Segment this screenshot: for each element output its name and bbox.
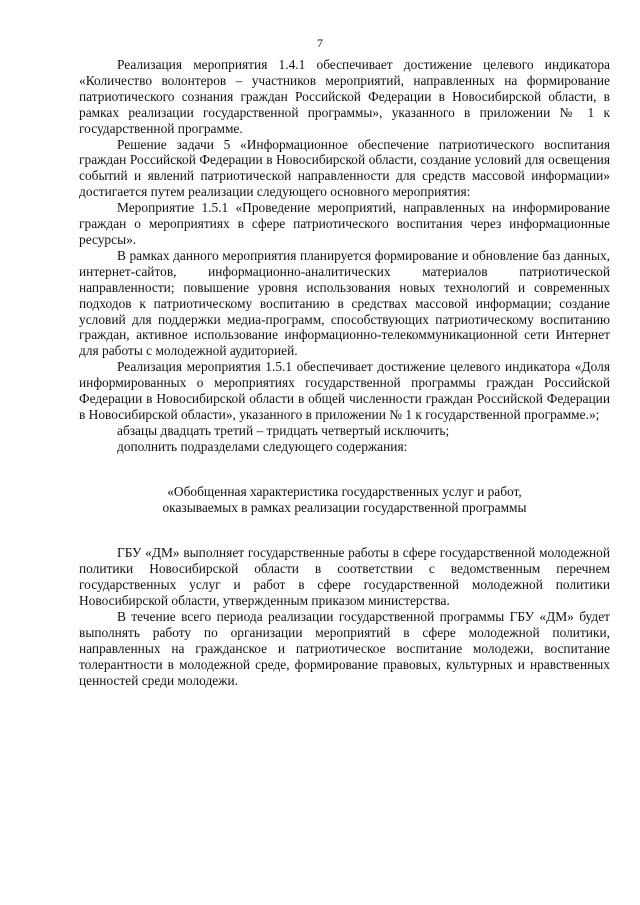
paragraph-gbu-works: ГБУ «ДМ» выполняет государственные работы в сфере государственной молодежной политики Новосибирской области в соответствии с ведомственным перечнем государственных услуг и работ в сфере государственной молодежной политики Новосибирской области, утвержденным приказом министерства.	[79, 545, 610, 609]
paragraph-measure-description: В рамках данного мероприятия планируется формирование и обновление баз данных, интернет-сайтов, информационно-аналитических материалов патриотической направленности; повышение уровня использования новых технологий и современных подходов к патриотическому воспитанию в средствах массовой информации; создание условий для поддержки медиа-программ, способствующих патриотическому воспитанию граждан, активное использование информационно-телекоммуникационной сети Интернет для работы с молодежной аудиторией.	[79, 247, 610, 359]
paragraph-gbu-period: В течение всего периода реализации государственной программы ГБУ «ДМ» будет выполнять работу по организации мероприятий в сфере молодежной политики, направленных на гражданское и патриотическое воспитание молодежи, воспитание толерантности в молодежной среде, формирование правовых, культурных и нравственных ценностей среди молодежи.	[79, 609, 610, 688]
paragraph-task-5: Решение задачи 5 «Информационное обеспечение патриотического воспитания граждан Российской Федерации в Новосибирской области, создание условий для освещения событий и явлений патриотической направленности для средств массовой информации» достигается путем реализации следующего основного мероприятия:	[79, 136, 610, 200]
paragraph-indicator-1-5-1: Реализация мероприятия 1.5.1 обеспечивает достижение целевого индикатора «Доля информированных о мероприятиях государственной программы граждан Российской Федерации в Новосибирской области в общей численности граждан Российской Федерации в Новосибирской области», указанного в приложении № 1 к государственной программе.»;	[79, 359, 610, 422]
document-body	[79, 57, 610, 689]
paragraph-measure-1-5-1: Мероприятие 1.5.1 «Проведение мероприятий, направленных на информирование граждан о мероприятиях в сфере патриотического воспитания через информационные ресурсы».	[79, 200, 610, 247]
section-heading: «Обобщенная характеристика государственных услуг и работ, оказываемых в рамках реализации государственной программы	[162, 483, 527, 515]
paragraph-exclude-abzats: абзацы двадцать третий – тридцать четвертый исключить;	[117, 422, 450, 438]
paragraph-indicator-1-4-1: Реализация мероприятия 1.4.1 обеспечивает достижение целевого индикатора «Количество волонтеров – участников мероприятий, направленных на формирование патриотического сознания граждан Российской Федерации в Новосибирской области, в рамках реализации государственной программы», указанного в приложении № 1 к государственной программе.	[79, 57, 610, 136]
page-number: 7	[317, 36, 323, 50]
paragraph-add-subsections: дополнить подразделами следующего содержания:	[117, 438, 408, 454]
